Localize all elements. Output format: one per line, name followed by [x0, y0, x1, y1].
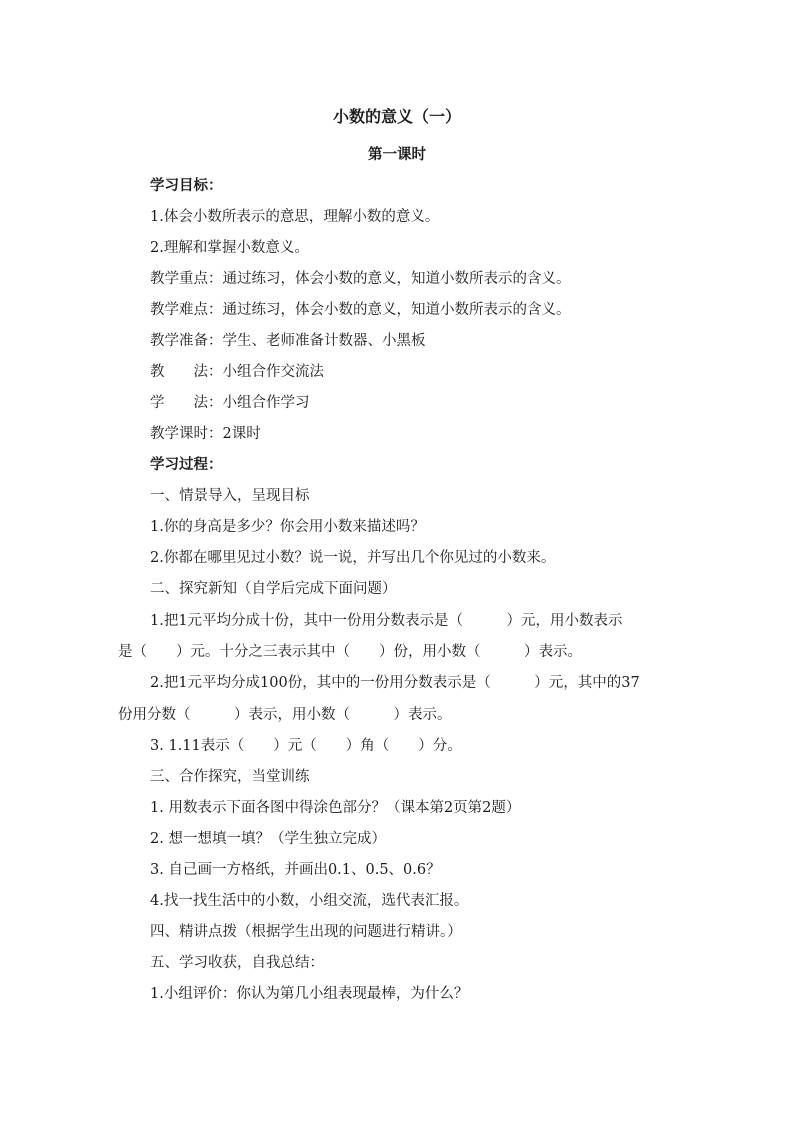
document-title: 小数的意义（一） [332, 107, 461, 126]
section-2-item-1-line-2: 是（ ）元。十分之三表示其中（ ）份，用小数（ ）表示。 [118, 644, 582, 660]
section-2-item-3: 3. 1.11表示（ ）元（ ）角（ ）分。 [150, 738, 462, 754]
learning-method: 学 法：小组合作学习 [150, 395, 310, 411]
key-point: 教学重点：通过练习，体会小数的意义，知道小数所表示的含义。 [150, 271, 571, 287]
section-3-item-2: 2. 想一想填一填？（学生独立完成） [150, 831, 386, 847]
section-2-heading: 二、探究新知（自学后完成下面问题） [150, 581, 397, 597]
section-5-heading: 五、学习收获，自我总结： [150, 955, 324, 971]
goal-item-1: 1.体会小数所表示的意思，理解小数的意义。 [150, 209, 440, 225]
teaching-preparation: 教学准备：学生、老师准备计数器、小黑板 [150, 333, 426, 349]
section-2-item-1-line-1: 1.把1元平均分成十份，其中一份用分数表示是（ ）元，用小数表示 [150, 613, 623, 629]
section-4-heading: 四、精讲点拨（根据学生出现的问题进行精讲。） [150, 924, 462, 940]
goals-heading: 学习目标： [150, 177, 223, 194]
document-subtitle: 第一课时 [368, 146, 426, 163]
section-5-item-1: 1.小组评价：你认为第几小组表现最棒，为什么？ [150, 986, 469, 1002]
section-3-heading: 三、合作探究，当堂训练 [150, 769, 310, 785]
section-3-item-4: 4.找一找生活中的小数，小组交流，选代表汇报。 [150, 893, 469, 909]
class-hours: 教学课时：2课时 [150, 426, 261, 442]
section-3-item-1: 1. 用数表示下面各图中得涂色部分？（课本第2页第2题） [150, 800, 521, 816]
section-1-heading: 一、情景导入，呈现目标 [150, 488, 310, 504]
teaching-method: 教 法：小组合作交流法 [150, 364, 324, 380]
section-1-item-2: 2.你都在哪里见过小数？说一说，并写出几个你见过的小数来。 [150, 550, 556, 566]
goal-item-2: 2.理解和掌握小数意义。 [150, 240, 309, 256]
section-2-item-2-line-1: 2.把1元平均分成100份，其中的一份用分数表示是（ ）元，其中的37 [150, 675, 640, 691]
section-3-item-3: 3. 自己画一方格纸，并画出0.1、0.5、0.6？ [150, 862, 441, 878]
section-2-item-2-line-2: 份用分数（ ）表示，用小数（ ）表示。 [118, 707, 452, 723]
difficult-point: 教学难点：通过练习，体会小数的意义，知道小数所表示的含义。 [150, 302, 571, 318]
section-1-item-1: 1.你的身高是多少？你会用小数来描述吗？ [150, 519, 425, 535]
process-heading: 学习过程： [150, 456, 223, 473]
